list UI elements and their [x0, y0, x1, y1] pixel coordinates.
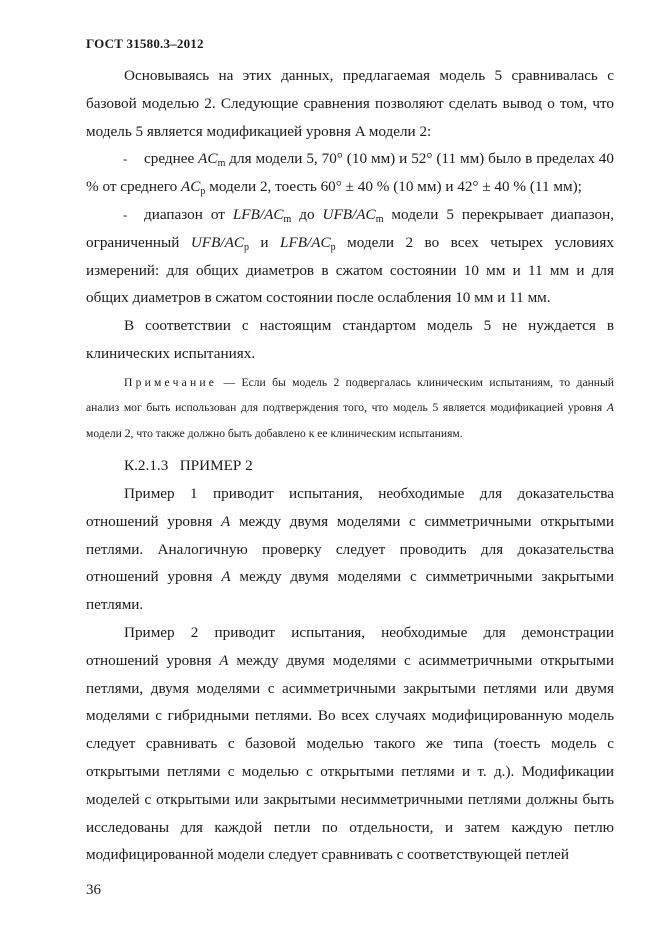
paragraph-conclusion: В соответствии с настоящим стандартом модель 5 не нуждается в клинических испытаниях.	[86, 317, 614, 362]
paragraph-intro: Основываясь на этих данных, предлагаемая модель 5 сравнивалась с базовой моделью 2. Следующие сравнения позволяют сделать вывод о том, что модель 5 является модификацией уровня A модели 2:	[86, 67, 614, 140]
section-heading	[86, 452, 614, 480]
list-item-mean: - среднее $AC_m$ для модели 5, 70° (10 мм) и 52° (11 мм) было в пределах 40 % от среднего $AC_p$ модели 2, тоесть 60° ± 40 % (10 мм) и 42° ± 40 % (11 мм);	[86, 145, 614, 201]
section-number: К.2.1.3	[124, 457, 169, 475]
list-bullet: -	[123, 206, 128, 222]
section-title: ПРИМЕР 2	[179, 457, 253, 475]
paragraph-example-2: Пример 2 приводит испытания, необходимые для демонстрации отношений уровня A между двумя моделями с асимметричными открытыми петлями, двумя моделями с асимметричными закрытыми петлями или двумя моделями с гибридными петлями. Во всех случаях модифицированную модель следует сравнивать с базовой моделью такого же типа (тоесть модель с открытыми петлями с моделью с открытыми петлями и т. д.). Модификации моделей с открытыми или закрытыми несимметричными петлями должны быть исследованы для каждой петли по отдельности, и затем каждую петлю модифицированной модели следует сравнивать с соответствующей петлей	[86, 624, 614, 864]
list-item-range: - диапазон от LFB/$AC_m$ до UFB/$AC_m$ модели 5 перекрывает диапазон, ограниченный UFB/$AC_p$ и LFB/$AC_p$ модели 2 во всех четырех условиях измерений: для общих диаметров в сжатом состоянии 10 мм и 11 мм и для общих диаметров в сжатом состоянии после ослабления 10 мм и 11 мм.	[86, 201, 614, 312]
note: Примечание — Если бы модель 2 подвергалась клиническим испытаниям, то данный анализ мог быть использован для подтверждения того, что модель 5 является модификацией уровня A модели 2, что также должно быть добавлено к ее клиническим испытаниям.	[86, 375, 614, 440]
list-bullet: -	[123, 151, 128, 167]
page-number: 36	[86, 882, 101, 898]
document-header: ГОСТ 31580.3–2012	[86, 36, 204, 51]
document-body	[86, 62, 614, 869]
note-label: Примечание	[124, 375, 218, 389]
paragraph-example-1: Пример 1 приводит испытания, необходимые для доказательства отношений уровня A между двумя моделями с симметричными открытыми петлями. Аналогичную проверку следует проводить для доказательства отношений уровня A между двумя моделями с симметричными закрытыми петлями.	[86, 485, 614, 614]
